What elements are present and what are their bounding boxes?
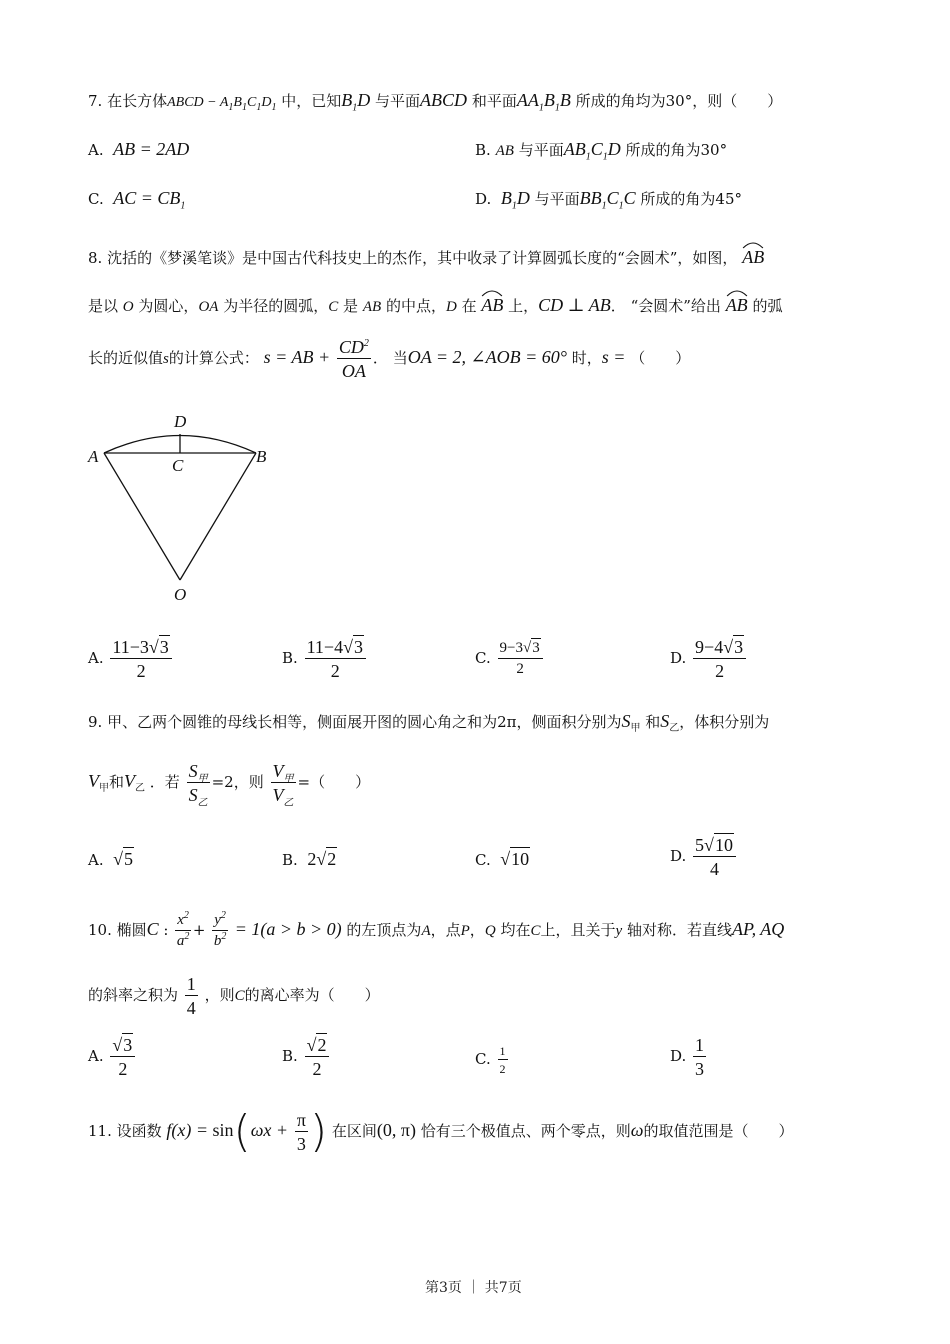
q11-line1: 11. 设函数 f(x) = sin(ωx + $\frac{\pi}{3}$ ) 在区间(0, π) 恰有三个极值点、两个零点，则ω的取值范围是（ ） xyxy=(88,1106,794,1157)
page-footer: 第3页 ｜ 共7页 xyxy=(425,1280,522,1296)
q9-line1: 9. 甲、乙两个圆锥的母线长相等，侧面展开图的圆心角之和为2π，侧面积分别为$S_甲$ 和$S_乙$，体积分别为 xyxy=(88,711,770,734)
label-o: O xyxy=(174,585,187,604)
q7-stem: 7. 在长方体ABCD − $A_1B_1C_1D_1$ 中，已知$B_1D$ 与平面ABCD 和平面$AA_1B_1B$ 所成的角均为30°，则（ ） xyxy=(88,90,783,114)
q8-line2: 是以 O 为圆心，OA 为半径的圆弧，C 是 AB 的中点，D 在 AB 上，CD ⊥ AB． “会圆术”给出 AB 的弧 xyxy=(88,289,782,315)
q10-line2: 的斜率之积为 $\frac{1}{4}$ ，则C的离心率为（ ） xyxy=(88,974,380,1018)
q9-option-b[interactable]: B. 2√2 xyxy=(282,849,337,869)
label-d: D xyxy=(174,412,187,431)
radius-ob xyxy=(180,453,256,580)
radius-oa xyxy=(104,453,180,580)
q9-line2: $V_甲$和$V_乙$ ．若 $\frac{S_甲}{S_乙}$ =2，则 $\frac{V_甲}{V_乙}$ =（ ） xyxy=(88,761,371,809)
q8-line3: 长的近似值s的计算公式： s = AB + $\frac{CD^2}{OA}$ ． 当OA = 2, ∠AOB = 60° 时，s = （ ） xyxy=(88,337,691,381)
q8-option-a[interactable]: A. $\frac{11-3√3}{2}$ xyxy=(88,638,174,680)
q7-option-a[interactable]: A. AB = 2AD xyxy=(88,139,190,159)
label-c: C xyxy=(172,456,184,475)
q10-option-c[interactable]: C. $\frac{1}{2}$ xyxy=(475,1044,506,1076)
q7-option-c[interactable]: C. AC = $CB_1$ xyxy=(88,188,186,212)
q8-line1: 8. 沈括的《梦溪笔谈》是中国古代科技史上的杰作，其中收录了计算圆弧长度的“会圆术”，如图， AB xyxy=(88,241,764,266)
q9-option-c[interactable]: C. √10 xyxy=(475,849,530,869)
arc-ab: AB xyxy=(742,241,764,266)
q10-option-b[interactable]: B. $\frac{√2}{2}$ xyxy=(282,1036,331,1078)
label-b: B xyxy=(256,447,267,466)
q10-line1: 10. 椭圆C : $\frac{x^2}{a^2}$ + $\frac{y^2}{b^2}$ = 1(a > b > 0) 的左顶点为A，点P，Q 均在C上，且关于y 轴对称．若直线AP, AQ xyxy=(88,910,785,949)
arc-figure xyxy=(80,405,280,605)
q10-option-d[interactable]: D. $\frac{1}{3}$ xyxy=(670,1035,705,1079)
q9-option-a[interactable]: A. √5 xyxy=(88,849,134,869)
q8-option-d[interactable]: D. $\frac{9-4√3}{2}$ xyxy=(670,638,748,680)
label-a: A xyxy=(88,447,99,466)
q7-option-d[interactable]: D. $B_1D$ 与平面$BB_1C_1C$ 所成的角为45° xyxy=(475,188,743,212)
q7-option-b[interactable]: B. AB 与平面$AB_1C_1D$ 所成的角为30° xyxy=(475,139,728,163)
q8-option-b[interactable]: B. $\frac{11-4√3}{2}$ xyxy=(282,638,368,680)
q9-option-d[interactable]: D. $\frac{5√10}{4}$ xyxy=(670,836,738,878)
q8-option-c[interactable]: C. $\frac{9-3√3}{2}$ xyxy=(475,641,545,677)
q10-option-a[interactable]: A. $\frac{√3}{2}$ xyxy=(88,1036,137,1078)
